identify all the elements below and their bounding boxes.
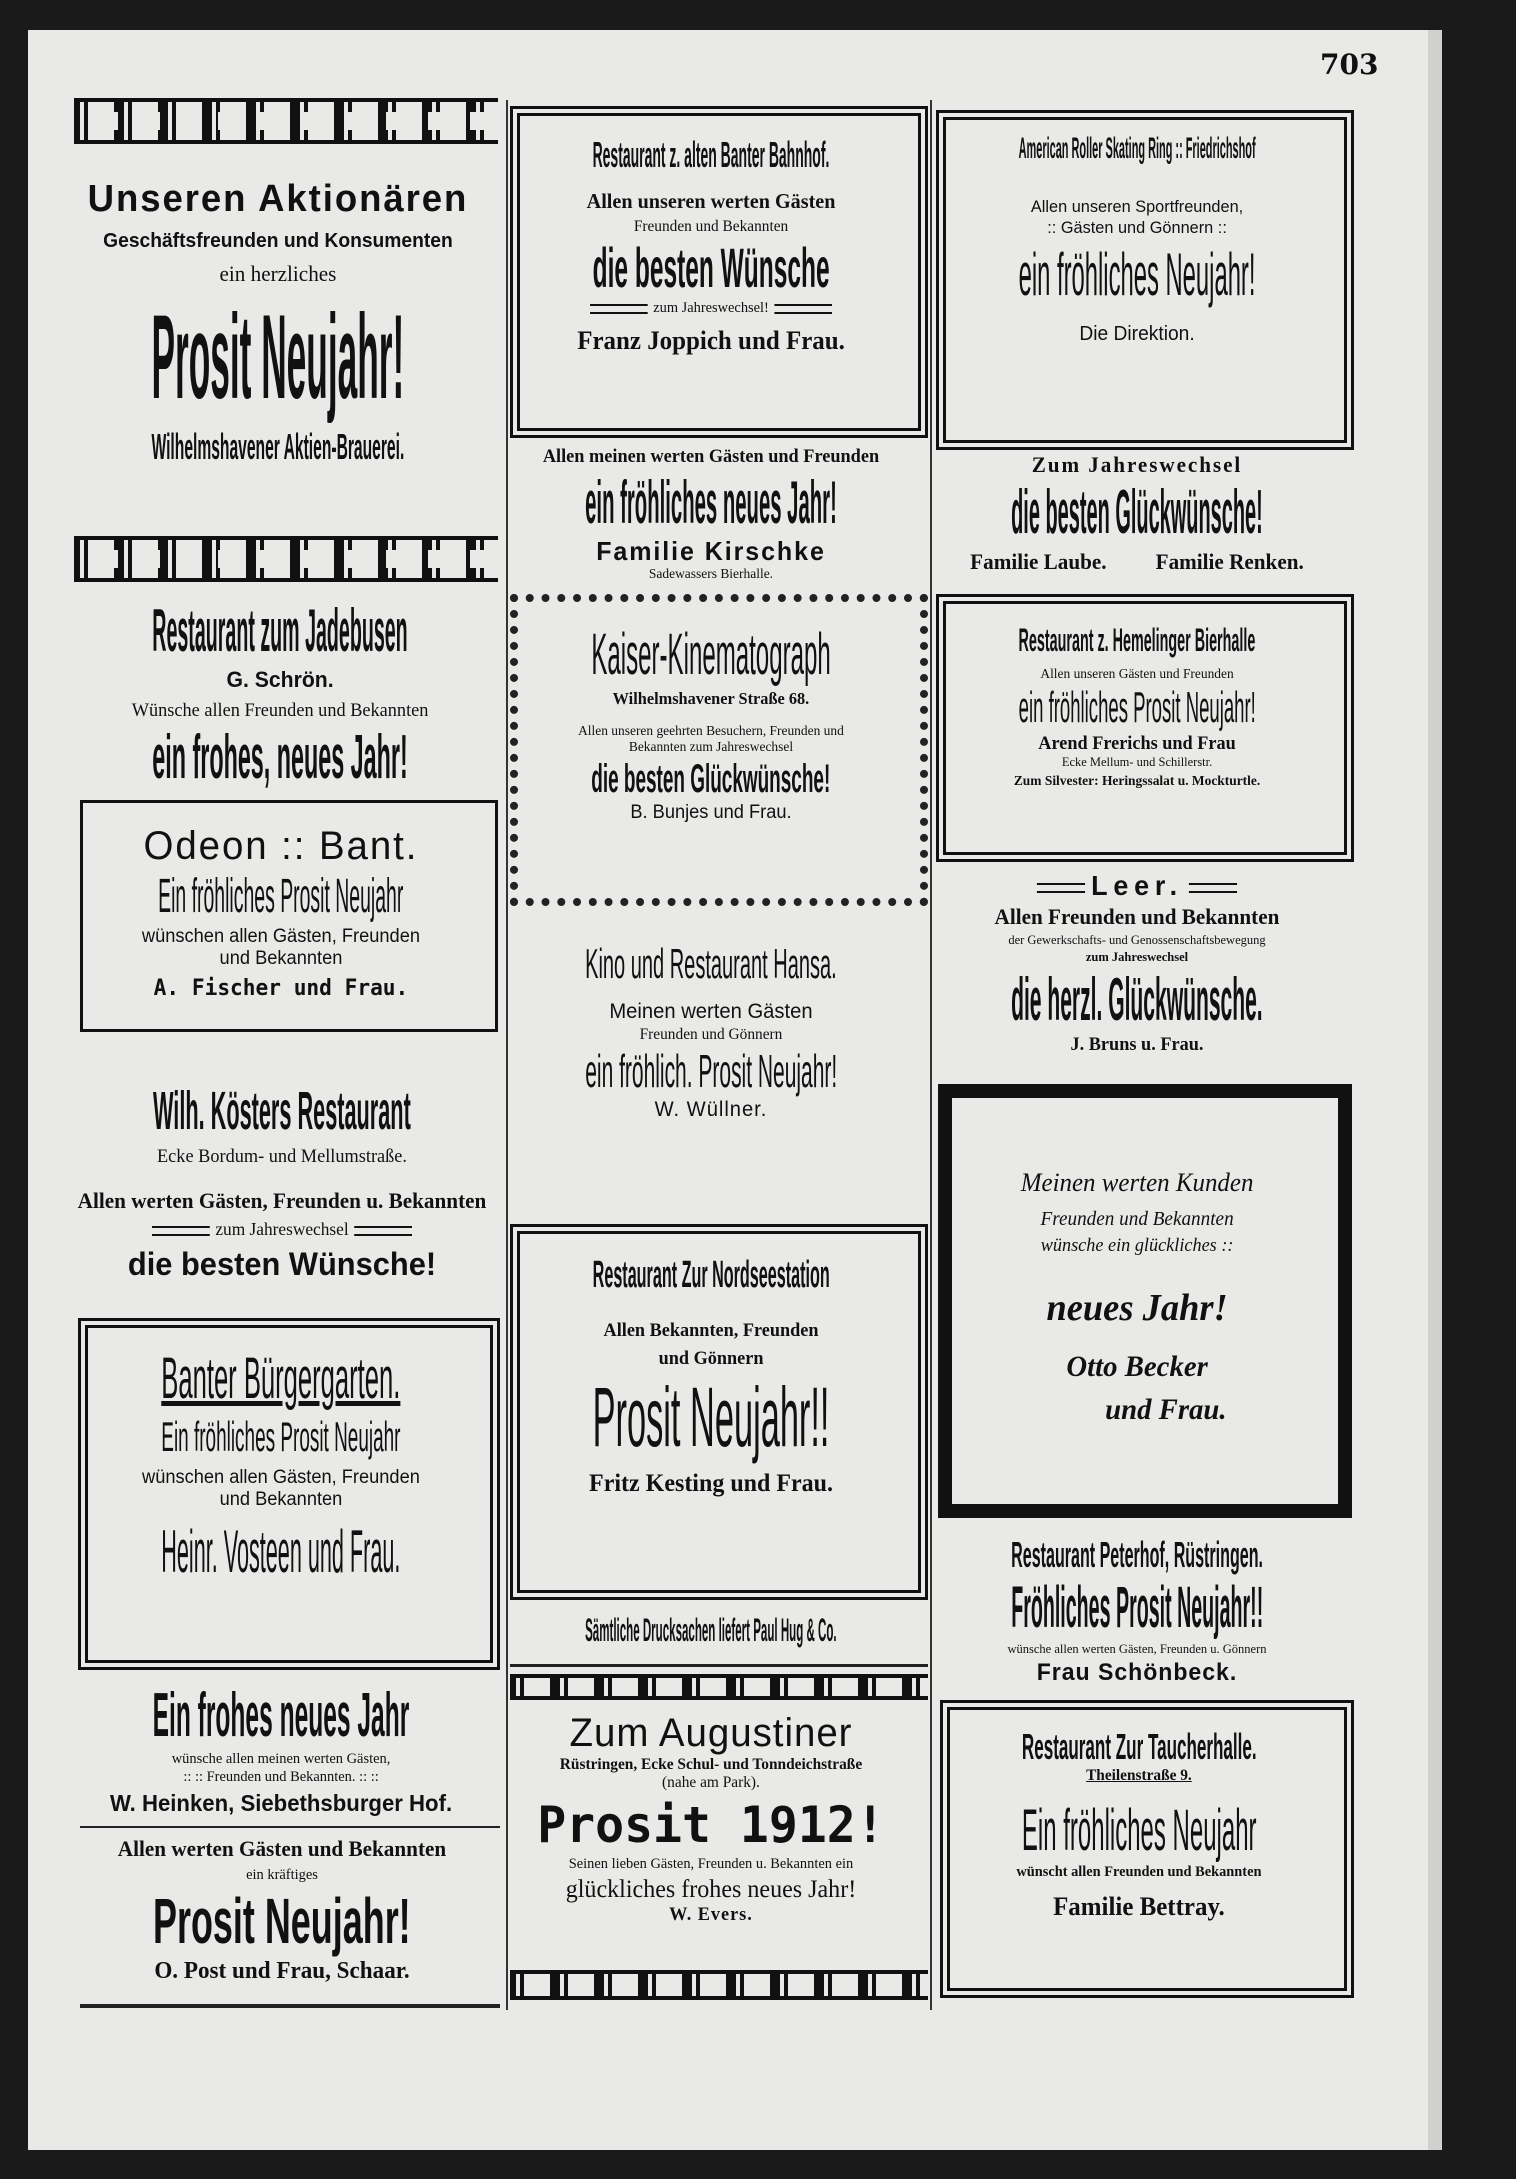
- ad-text: wünscht allen Freunden und Bekannten: [1016, 1864, 1262, 1881]
- ad-headline: Ein frohes neues Jahr: [152, 1681, 410, 1750]
- ad-signature: O. Post und Frau, Schaar.: [154, 1958, 410, 1985]
- ad-text: Allen unseren geehrten Besuchern, Freunden und: [578, 724, 844, 740]
- ad-text: Allen Bekannten, Freunden: [603, 1319, 819, 1341]
- ad-signature: W. Wüllner.: [654, 1097, 768, 1121]
- ad-text: Allen unseren Sportfreunden,: [1030, 196, 1244, 216]
- ad-text: (nahe am Park).: [662, 1774, 760, 1792]
- ad-text: ein herzliches: [219, 260, 337, 286]
- ad-taucherhalle: [940, 1700, 1354, 1998]
- ad-signature: W. Heinken, Siebethsburger Hof.: [109, 1789, 453, 1816]
- ad-signature: Familie Kirschke: [596, 535, 826, 566]
- ad-text: Bekannten zum Jahreswechsel: [628, 740, 794, 756]
- ad-heading: Kino und Restaurant Hansa.: [585, 940, 837, 987]
- ornamental-band: [510, 1674, 928, 1700]
- ad-text: Zum Jahreswechsel: [1031, 452, 1243, 477]
- ad-heading: Banter Bürgergarten.: [161, 1346, 401, 1411]
- ad-text: Allen unseren Gästen und Freunden: [1040, 666, 1234, 682]
- column-rule: [930, 100, 932, 2010]
- ad-signature: und Frau.: [1105, 1392, 1227, 1426]
- ad-heinken: [74, 1680, 504, 1816]
- ad-text: :: Gästen und Gönnern ::: [1047, 218, 1227, 238]
- ad-text: Ecke Mellum- und Schillerstr.: [1061, 754, 1213, 770]
- ad-text: wünsche ein glückliches ::: [1040, 1234, 1234, 1256]
- ad-text: Ecke Bordum- und Mellumstraße.: [156, 1146, 408, 1168]
- ad-text: Geschäftsfreunden und Konsumenten: [103, 229, 453, 252]
- ad-heading: Unseren Aktionären: [87, 178, 469, 220]
- ad-heading: Leer.: [1091, 870, 1183, 901]
- ad-headline: Ein fröhliches Prosit Neujahr: [158, 870, 404, 923]
- ad-text: Sadewassers Bierhalle.: [648, 566, 774, 582]
- ad-odeon-bant: [80, 800, 498, 1032]
- ad-paul-hug: [508, 1602, 930, 1662]
- ad-headline: die besten Wünsche!: [127, 1245, 437, 1282]
- ad-headline: ein fröhliches Prosit Neujahr!: [1018, 682, 1256, 732]
- ad-headline: die besten Wünsche: [592, 235, 830, 299]
- ad-text: wünschen allen Gästen, Freunden: [142, 1466, 420, 1488]
- ad-kino-hansa: [508, 940, 930, 1180]
- ad-otto-becker: [938, 1084, 1352, 1518]
- ad-signature: W. Evers.: [669, 1904, 753, 1926]
- separator: [80, 2004, 500, 2008]
- ad-text: Wünsche allen Freunden und Bekannten: [131, 700, 429, 722]
- ad-text: glückliches frohes neues Jahr!: [565, 1875, 857, 1903]
- ad-signature: Fritz Kesting und Frau.: [589, 1469, 834, 1497]
- ad-text: und Bekannten: [219, 948, 343, 970]
- ad-signature: J. Bruns u. Frau.: [1070, 1034, 1204, 1056]
- ornamental-band: [74, 536, 498, 582]
- ad-text: zum Jahreswechsel!: [653, 300, 769, 317]
- ad-text: zum Jahreswechsel: [215, 1219, 349, 1240]
- ad-heading: American Roller Skating Ring :: Friedrichshof: [1018, 132, 1256, 165]
- ad-post-schaar: [74, 1836, 506, 2006]
- ad-text: Zum Silvester: Heringssalat u. Mockturtle.: [1013, 774, 1261, 790]
- separator: [80, 1826, 500, 1828]
- ad-hemelinger-bierhalle: [936, 594, 1354, 862]
- ad-heading: Restaurant Zur Nordseestation: [592, 1254, 830, 1296]
- ad-headline: ein fröhlich. Prosit Neujahr!: [585, 1044, 838, 1097]
- ad-headline: Prosit Neujahr!!: [592, 1370, 830, 1465]
- ad-signature: Heinr. Vosteen und Frau.: [161, 1517, 401, 1585]
- ad-text: :: :: Freunden und Bekannten. :: ::: [183, 1768, 379, 1785]
- ad-text: Meinen werten Kunden: [1020, 1168, 1254, 1197]
- ad-signature: Frau Schönbeck.: [1036, 1659, 1238, 1687]
- ad-signature: Familie Renken.: [1155, 548, 1304, 574]
- ad-kirschke: [508, 440, 930, 590]
- ad-text: Rüstringen, Ecke Schul- und Tonndeichstraße: [559, 1756, 863, 1773]
- ad-banter-buergergarten: [78, 1318, 500, 1670]
- separator: [510, 1664, 928, 1667]
- ad-headline: Prosit Neujahr!: [151, 289, 405, 424]
- ad-heading: Kaiser-Kinematograph: [591, 622, 831, 687]
- ad-leer-bruns: [934, 870, 1356, 1074]
- ad-text: wünschen allen Gästen, Freunden: [141, 926, 421, 948]
- ad-aktien-brauerei: [74, 150, 498, 530]
- ad-text: Allen Freunden und Bekannten: [994, 904, 1280, 930]
- ad-heading: Restaurant z. Hemelinger Bierhalle: [1018, 622, 1256, 658]
- ad-text: Freunden und Bekannten: [1040, 1207, 1234, 1230]
- ad-headline: ein frohes, neues Jahr!: [152, 723, 408, 793]
- ad-heading: Wilh. Kösters Restaurant: [153, 1081, 411, 1141]
- ad-text: G. Schrön.: [226, 667, 334, 692]
- ad-headline: die besten Glückwünsche!: [591, 757, 831, 802]
- ad-headline: Ein fröhliches Neujahr: [1021, 1797, 1257, 1863]
- ad-signature: Otto Becker: [1066, 1350, 1208, 1384]
- ad-koesters-restaurant: [74, 1080, 506, 1320]
- ad-zum-augustiner: [508, 1710, 930, 1970]
- ad-signature: Die Direktion.: [1079, 322, 1195, 345]
- ad-banter-bahnhof: [510, 106, 928, 438]
- ad-text: Freunden und Gönnern: [639, 1026, 783, 1044]
- ad-text: Allen unseren werten Gästen: [586, 189, 836, 214]
- ad-signature: Familie Bettray.: [1053, 1891, 1225, 1921]
- ad-text: Theilenstraße 9.: [1086, 1767, 1192, 1785]
- ad-headline: Ein fröhliches Prosit Neujahr: [161, 1412, 401, 1460]
- ad-heading: Restaurant zum Jadebusen: [152, 597, 408, 664]
- ad-text: Allen werten Gästen und Bekannten: [117, 1836, 447, 1861]
- ad-signature: B. Bunjes und Frau.: [630, 802, 792, 824]
- ad-peterhof: [934, 1534, 1356, 1694]
- ad-nordseestation: [510, 1224, 928, 1600]
- ad-signature: Wilhelmshavener Aktien-Brauerei.: [151, 425, 405, 467]
- ornamental-band: [510, 1970, 928, 2000]
- ad-text: wünsche allen werten Gästen, Freunden u. Gönnern: [1007, 1641, 1267, 1657]
- ad-headline: Prosit 1912!: [537, 1795, 885, 1854]
- page-edge: [1428, 30, 1442, 2150]
- ad-headline: die besten Glückwünsche!: [1011, 478, 1263, 548]
- ad-text: und Bekannten: [219, 1488, 343, 1510]
- ad-text: Wilhelmshavener Straße 68.: [612, 688, 810, 708]
- ad-laube-renken: [934, 452, 1356, 592]
- ad-text: Allen meinen werten Gästen und Freunden: [542, 446, 880, 467]
- ad-signature: Familie Laube.: [970, 548, 1107, 574]
- ad-text: Freunden und Bekannten: [633, 217, 789, 235]
- ad-text: Seinen lieben Gästen, Freunden u. Bekannten ein: [568, 1856, 854, 1873]
- ad-heading: Restaurant Peterhof, Rüstringen.: [1011, 1534, 1263, 1575]
- ad-headline: Fröhliches Prosit Neujahr!!: [1011, 1575, 1264, 1641]
- ad-heading: Zum Augustiner: [569, 1711, 853, 1755]
- ad-restaurant-jadebusen: [74, 596, 502, 796]
- ad-text: wünsche allen meinen werten Gästen,: [171, 1751, 391, 1768]
- ad-text: zum Jahreswechsel: [1085, 949, 1189, 965]
- ad-headline: Prosit Neujahr!: [152, 1884, 411, 1957]
- ad-text: ein kräftiges: [246, 1867, 318, 1884]
- ad-headline: ein fröhliches neues Jahr!: [585, 468, 837, 536]
- ornamental-band: [74, 98, 498, 144]
- ad-roller-skating: [936, 110, 1354, 450]
- ad-headline: die herzl. Glückwünsche.: [1011, 966, 1263, 1034]
- ad-heading: Restaurant Zur Taucherhalle.: [1021, 1726, 1257, 1767]
- ad-signature: Franz Joppich und Frau.: [577, 325, 845, 355]
- ad-text: der Gewerkschafts- und Genossenschaftsbewegung: [1008, 932, 1266, 948]
- ad-signature: A. Fischer und Frau.: [153, 975, 409, 1001]
- ad-text: und Gönnern: [658, 1347, 764, 1369]
- ad-heading: Odeon :: Bant.: [143, 824, 419, 868]
- ad-kaiser-kinematograph: [510, 594, 928, 906]
- ad-text: Allen werten Gästen, Freunden u. Bekannten: [77, 1187, 487, 1213]
- ad-headline: ein fröhliches Neujahr!: [1018, 240, 1256, 308]
- ad-text: Meinen werten Gästen: [609, 1000, 813, 1024]
- ad-signature: Arend Frerichs und Frau: [1038, 733, 1236, 755]
- ad-heading: Restaurant z. alten Banter Bahnhof.: [592, 134, 830, 175]
- ad-headline: neues Jahr!: [1046, 1286, 1228, 1329]
- page-number: 703: [1320, 48, 1379, 81]
- ad-text: Sämtliche Drucksachen liefert Paul Hug & Co.: [585, 1612, 837, 1648]
